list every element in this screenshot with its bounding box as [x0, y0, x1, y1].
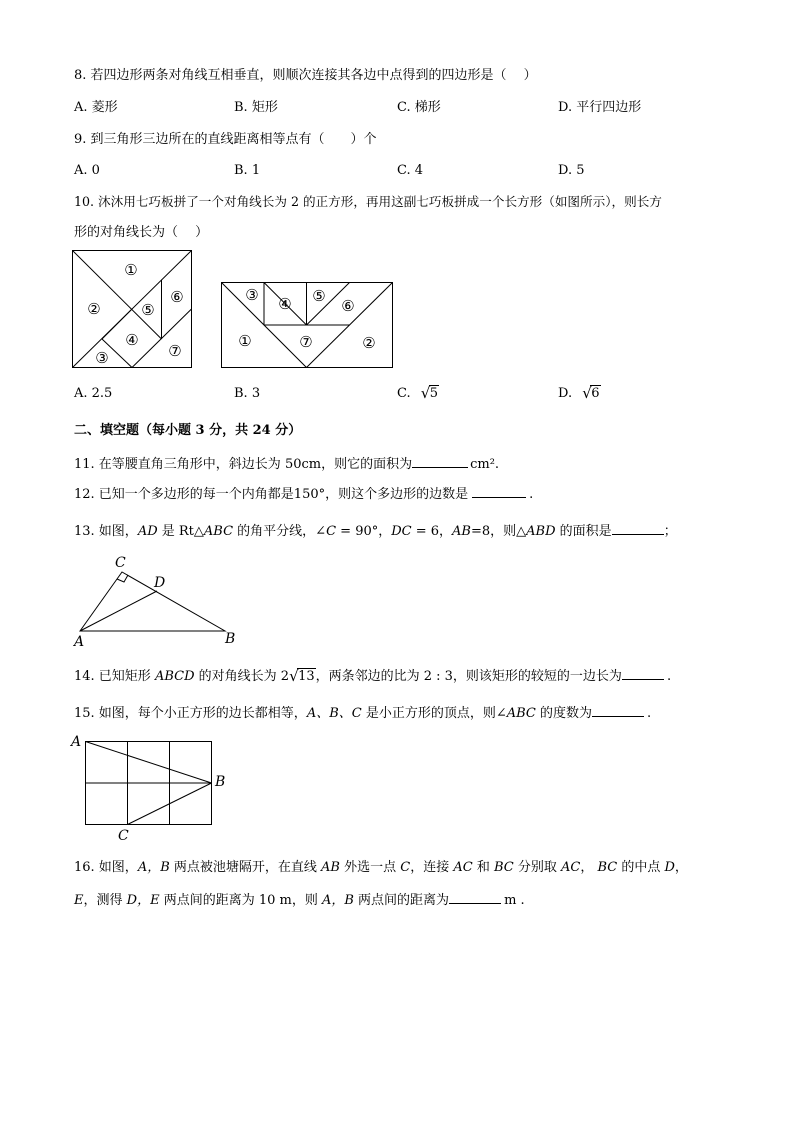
q13-abd: ABD — [526, 524, 556, 539]
q13-triangle-figure — [72, 554, 242, 650]
q15-abc: ABC — [506, 706, 536, 721]
q8-option-c: C. 梯形 — [397, 100, 441, 115]
q11 — [74, 455, 499, 473]
q14-text-a: 14. 已知矩形 — [74, 669, 155, 684]
tangram2-piece-1: ① — [238, 332, 252, 350]
q15-points: A、B、C — [306, 706, 362, 721]
tangram1-piece-6: ⑥ — [170, 288, 184, 306]
q12-answer-blank[interactable] — [472, 485, 526, 498]
q16-l1-f: 分别取 — [513, 860, 561, 875]
q11-text: 11. 在等腰直角三角形中，斜边长为 50cm，则它的面积为 — [74, 457, 413, 472]
q13 — [74, 522, 677, 540]
q8-stem: 8. 若四边形两条对角线互相垂直，则顺次连接其各边中点得到的四边形是（ ） — [74, 68, 537, 83]
q10-stem-line2: 形的对角线长为（ ） — [74, 225, 209, 240]
q12-end: . — [529, 487, 534, 502]
q16-l2-d: m . — [504, 893, 525, 908]
q15-label-a: A — [71, 734, 82, 750]
q9-option-d: D. 5 — [558, 163, 585, 178]
q14-sqrt: √ 13 — [289, 667, 315, 685]
tangram-square-figure — [72, 250, 192, 370]
q13-dc: DC — [391, 524, 412, 539]
q13-text-b: 是 Rt△ — [157, 524, 204, 539]
tangram2-piece-3: ③ — [245, 286, 259, 304]
q15-label-c: C — [118, 828, 129, 844]
q13-text-a: 13. 如图， — [74, 524, 138, 539]
q13-ad: AD — [137, 524, 158, 539]
q13-text-e: = 6， — [411, 524, 453, 539]
tangram1-piece-2: ② — [87, 300, 101, 318]
tangram1-piece-5: ⑤ — [141, 301, 155, 319]
q15-answer-blank[interactable] — [592, 704, 644, 717]
q9-option-c: C. 4 — [397, 163, 424, 178]
q10-option-b: B. 3 — [234, 386, 261, 401]
q10-option-c-sqrt: √ 5 — [420, 384, 439, 402]
q14 — [74, 667, 671, 685]
q13-text-c: 的角平分线，∠ — [233, 524, 327, 539]
q16-l1-d2: D — [664, 860, 675, 875]
q16-l2-a: ，测得 — [83, 893, 127, 908]
tangram2-piece-7: ⑦ — [299, 333, 313, 351]
tangram1-piece-3: ③ — [95, 349, 109, 367]
tangram-rectangle-figure — [221, 282, 393, 368]
q16-l2-ab: A，B — [321, 893, 354, 908]
q16-l1-b: 两点被池塘隔开，在直线 — [169, 860, 322, 875]
q16-l1-c: 外选一点 — [339, 860, 401, 875]
q13-ab: AB — [452, 524, 471, 539]
q13-c: C — [326, 524, 337, 539]
q8-option-b: B. 矩形 — [234, 100, 278, 115]
q16-l1-h: 的中点 — [617, 860, 665, 875]
q16-l1-ab2: AB — [321, 860, 340, 875]
q16-l1-d: ，连接 — [410, 860, 454, 875]
q15-grid-figure — [68, 730, 238, 845]
q16-l1-g: ， — [580, 860, 598, 875]
q11-unit: cm². — [470, 457, 500, 472]
q14-abcd: ABCD — [154, 669, 195, 684]
tangram2-piece-6: ⑥ — [341, 297, 355, 315]
q14-text-d: . — [666, 669, 672, 684]
q16-l1-ac: AC — [453, 860, 473, 875]
q16-l2-e: E — [74, 893, 84, 908]
q15 — [74, 704, 651, 722]
q15-text-d: . — [647, 706, 652, 721]
q13-label-b: B — [225, 631, 236, 647]
q16-l1-a: 16. 如图， — [74, 860, 138, 875]
q12-text: 12. 已知一个多边形的每一个内角都是150°，则这个多边形的边数是 — [74, 487, 469, 502]
q16-line2 — [74, 891, 525, 909]
q16-l1-ac2: AC — [560, 860, 581, 875]
q10-option-a: A. 2.5 — [74, 386, 113, 401]
tangram2-piece-2: ② — [362, 334, 376, 352]
q13-text-h: ； — [663, 524, 677, 539]
q15-text-b: 是小正方形的顶点，则∠ — [361, 706, 507, 721]
tangram2-piece-4: ④ — [278, 295, 292, 313]
q13-text-g: 的面积是 — [555, 524, 612, 539]
q10-option-d-sqrt: √ 6 — [582, 384, 600, 402]
tangram1-piece-7: ⑦ — [168, 342, 182, 360]
q16-l1-ab: A，B — [137, 860, 170, 875]
q14-answer-blank[interactable] — [622, 667, 664, 680]
q15-text-c: 的度数为 — [535, 706, 593, 721]
q16-line1 — [74, 860, 688, 876]
q8-option-a: A. 菱形 — [74, 100, 118, 115]
q16-l2-b: 两点间的距离为 10 m，则 — [159, 893, 322, 908]
q13-text-f: =8，则△ — [471, 524, 527, 539]
q9-stem: 9. 到三角形三边所在的直线距离相等点有（ ）个 — [74, 132, 377, 147]
q16-answer-blank[interactable] — [449, 891, 501, 904]
q16-l1-e: 和 — [472, 860, 494, 875]
q13-label-d: D — [154, 575, 166, 591]
q9-option-a: A. 0 — [74, 163, 100, 178]
q15-text-a: 15. 如图，每个小正方形的边长都相等， — [74, 706, 307, 721]
q13-label-a: A — [74, 634, 85, 650]
q10-option-d — [558, 386, 601, 402]
q16-l1-bc: BC — [493, 860, 514, 875]
q11-answer-blank[interactable] — [412, 455, 468, 468]
q16-l2-c: 两点间的距离为 — [353, 893, 450, 908]
q13-text-d: = 90°， — [336, 524, 392, 539]
q13-abc: ABC — [203, 524, 234, 539]
q8-option-d: D. 平行四边形 — [558, 100, 642, 115]
q9-option-b: B. 1 — [234, 163, 261, 178]
q12 — [74, 485, 533, 503]
q16-l1-i: ， — [674, 860, 688, 875]
q14-text-b: 的对角线长为 2 — [194, 669, 290, 684]
q10-option-c-label: C. — [397, 386, 411, 401]
q16-l1-bc2: BC — [597, 860, 618, 875]
q10-option-d-label: D. — [558, 386, 573, 401]
tangram2-piece-5: ⑤ — [312, 287, 326, 305]
q16-l2-de: D，E — [126, 893, 160, 908]
q16-l1-c2: C — [400, 860, 411, 875]
q13-answer-blank[interactable] — [612, 522, 664, 535]
q15-label-b: B — [215, 774, 226, 790]
q14-text-c: ，两条邻边的比为 2 : 3，则该矩形的较短的一边长为 — [315, 669, 622, 684]
tangram1-piece-1: ① — [124, 261, 138, 279]
q13-label-c: C — [115, 555, 126, 571]
section-2-title: 二、填空题（每小题 3 分，共 24 分） — [74, 423, 302, 438]
tangram1-piece-4: ④ — [125, 331, 139, 349]
q10-option-c — [397, 386, 439, 402]
q10-stem-line1: 10. 沐沐用七巧板拼了一个对角线长为 2 的正方形，再用这副七巧板拼成一个长方形（如图所示），则长方 — [74, 194, 662, 209]
